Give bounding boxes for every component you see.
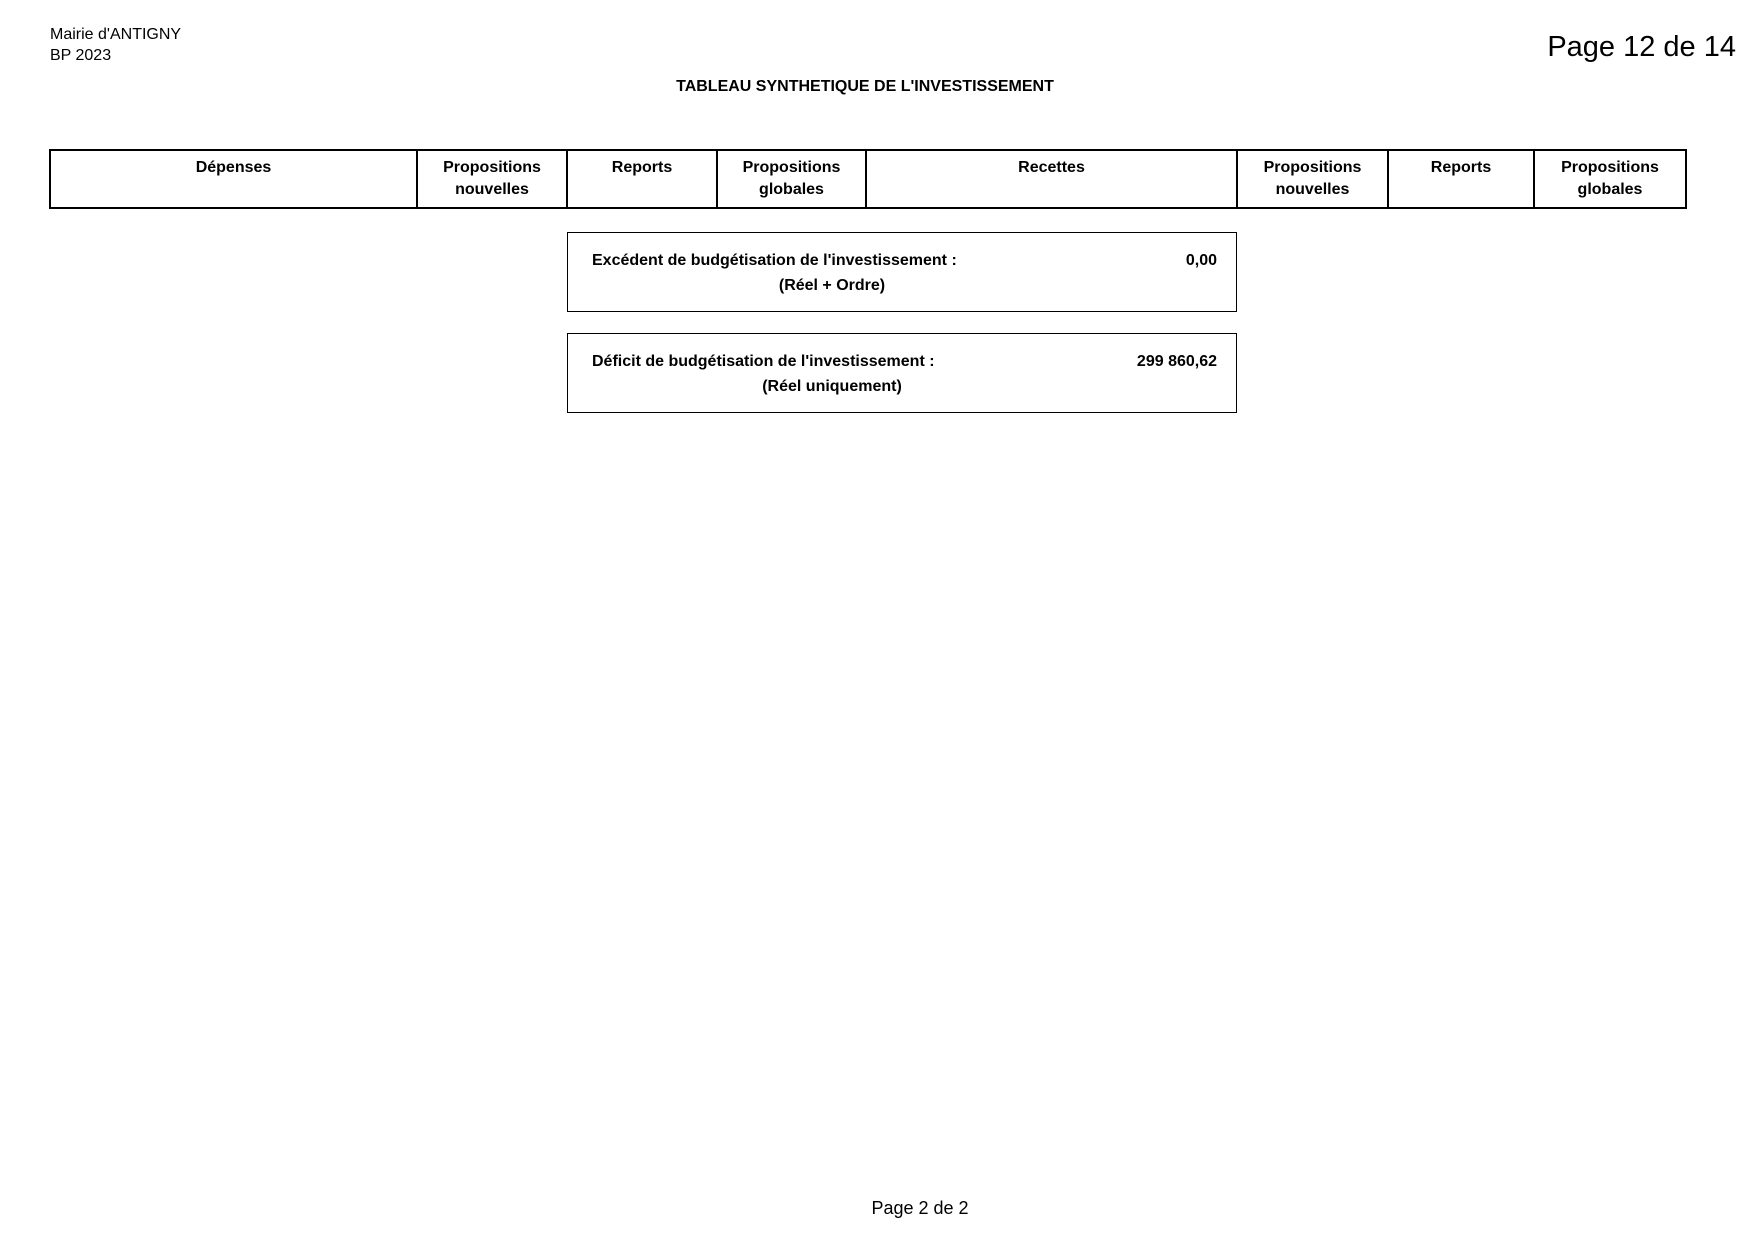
column-header-depenses	[51, 151, 418, 207]
column-header-line2: nouvelles	[455, 181, 529, 198]
column-header-line1: Reports	[1430, 159, 1492, 176]
page-number-top: Page 12 de 14	[1547, 31, 1736, 63]
column-header-propositions-nouvelles-recettes	[1238, 151, 1389, 207]
column-header-line1: Propositions	[742, 159, 841, 176]
excedent-box	[567, 232, 1237, 312]
column-header-line1: Reports	[611, 159, 673, 176]
excedent-label: Excédent de budgétisation de l'investissement :	[592, 252, 957, 269]
deficit-label: Déficit de budgétisation de l'investissement :	[592, 353, 935, 370]
column-header-reports-recettes	[1389, 151, 1535, 207]
column-header-line2: nouvelles	[1275, 181, 1350, 198]
investment-summary-table-header	[49, 149, 1687, 209]
excedent-subtitle: (Réel + Ordre)	[778, 277, 886, 294]
excedent-value: 0,00	[1185, 252, 1217, 269]
column-header-line1: Propositions	[443, 159, 541, 176]
column-header-line2: globales	[1577, 181, 1643, 198]
document-title: TABLEAU SYNTHETIQUE DE L'INVESTISSEMENT	[676, 78, 1054, 95]
column-header-line1: Propositions	[1561, 159, 1659, 176]
deficit-subtitle: (Réel uniquement)	[762, 378, 902, 395]
column-header-propositions-globales-depenses	[718, 151, 867, 207]
column-header-recettes	[867, 151, 1238, 207]
budget-label: BP 2023	[50, 47, 112, 64]
column-header-line1: Propositions	[1263, 159, 1362, 176]
deficit-value: 299 860,62	[1136, 353, 1217, 370]
column-header-propositions-nouvelles-depenses	[418, 151, 568, 207]
column-header-reports-depenses	[568, 151, 718, 207]
column-header-line1: Recettes	[1018, 159, 1085, 176]
column-header-line2: globales	[759, 181, 824, 198]
deficit-box	[567, 333, 1237, 413]
organization-name: Mairie d'ANTIGNY	[50, 26, 182, 43]
document-header-left	[50, 24, 181, 66]
column-header-propositions-globales-recettes	[1535, 151, 1685, 207]
column-header-line1: Dépenses	[195, 159, 272, 176]
page-number-bottom: Page 2 de 2	[871, 1198, 969, 1218]
